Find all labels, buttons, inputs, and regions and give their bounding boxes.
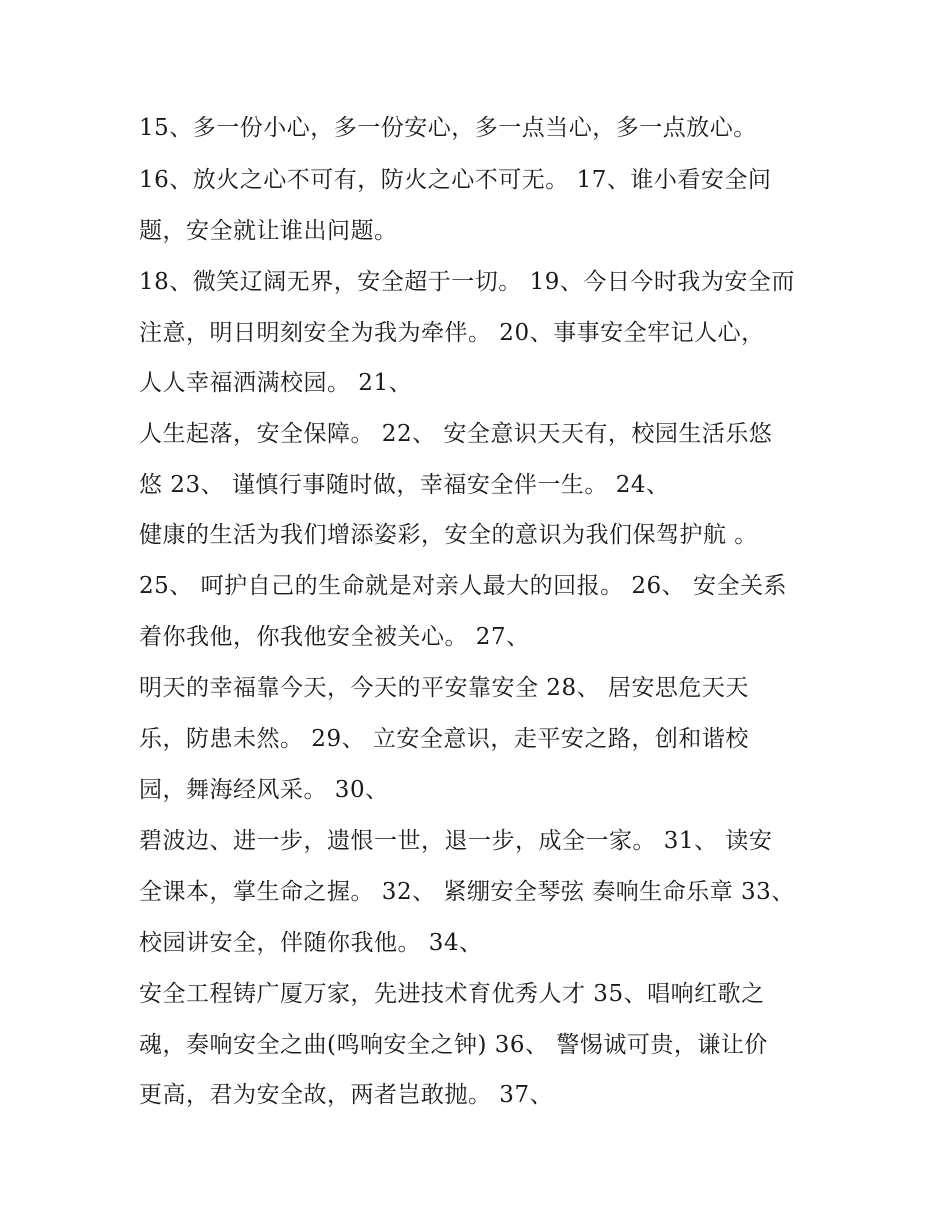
text-line: 全课本，掌生命之握。 32、 紧绷安全琴弦 奏响生命乐章 33、 (139, 879, 795, 905)
text-line: 魂，奏响安全之曲(鸣响安全之钟) 36、 警惕诚可贵，谦让价 (139, 1032, 768, 1058)
text-line: 注意，明日明刻安全为我为牵伴。 20、事事安全牢记人心， (139, 320, 765, 346)
text-line: 悠 23、 谨慎行事随时做，幸福安全伴一生。 24、 (139, 472, 670, 498)
text-line: 乐，防患未然。 29、 立安全意识，走平安之路，创和谐校 (139, 726, 749, 752)
text-line: 明天的幸福靠今天，今天的平安靠安全 28、 居安思危天天 (139, 675, 749, 701)
text-line: 人生起落，安全保障。 22、 安全意识天天有，校园生活乐悠 (139, 421, 773, 447)
text-line: 校园讲安全，伴随你我他。 34、 (139, 930, 483, 956)
text-line: 安全工程铸广厦万家，先进技术育优秀人才 35、唱响红歌之 (139, 981, 765, 1007)
text-line: 园，舞海经风采。 30、 (139, 777, 389, 803)
text-line: 更高，君为安全故，两者岂敢抛。 37、 (139, 1082, 554, 1108)
text-line: 题，安全就让谁出问题。 (139, 218, 398, 244)
text-line: 着你我他，你我他安全被关心。 27、 (139, 624, 530, 650)
text-line: 25、 呵护自己的生命就是对亲人最大的回报。 26、 安全关系 (139, 573, 787, 599)
text-line: 15、多一份小心，多一份安心，多一点当心，多一点放心。 (139, 115, 757, 141)
text-line: 16、放火之心不可有，防火之心不可无。 17、谁小看安全问 (139, 167, 772, 193)
text-line: 碧波边、进一步，遗恨一世，退一步，成全一家。 31、 读安 (139, 828, 773, 854)
text-line: 人人幸福洒满校园。 21、 (139, 370, 413, 396)
text-line: 18、微笑辽阔无界，安全超于一切。 19、今日今时我为安全而 (139, 269, 795, 295)
text-line: 健康的生活为我们增添姿彩，安全的意识为我们保驾护航 。 (139, 522, 758, 548)
